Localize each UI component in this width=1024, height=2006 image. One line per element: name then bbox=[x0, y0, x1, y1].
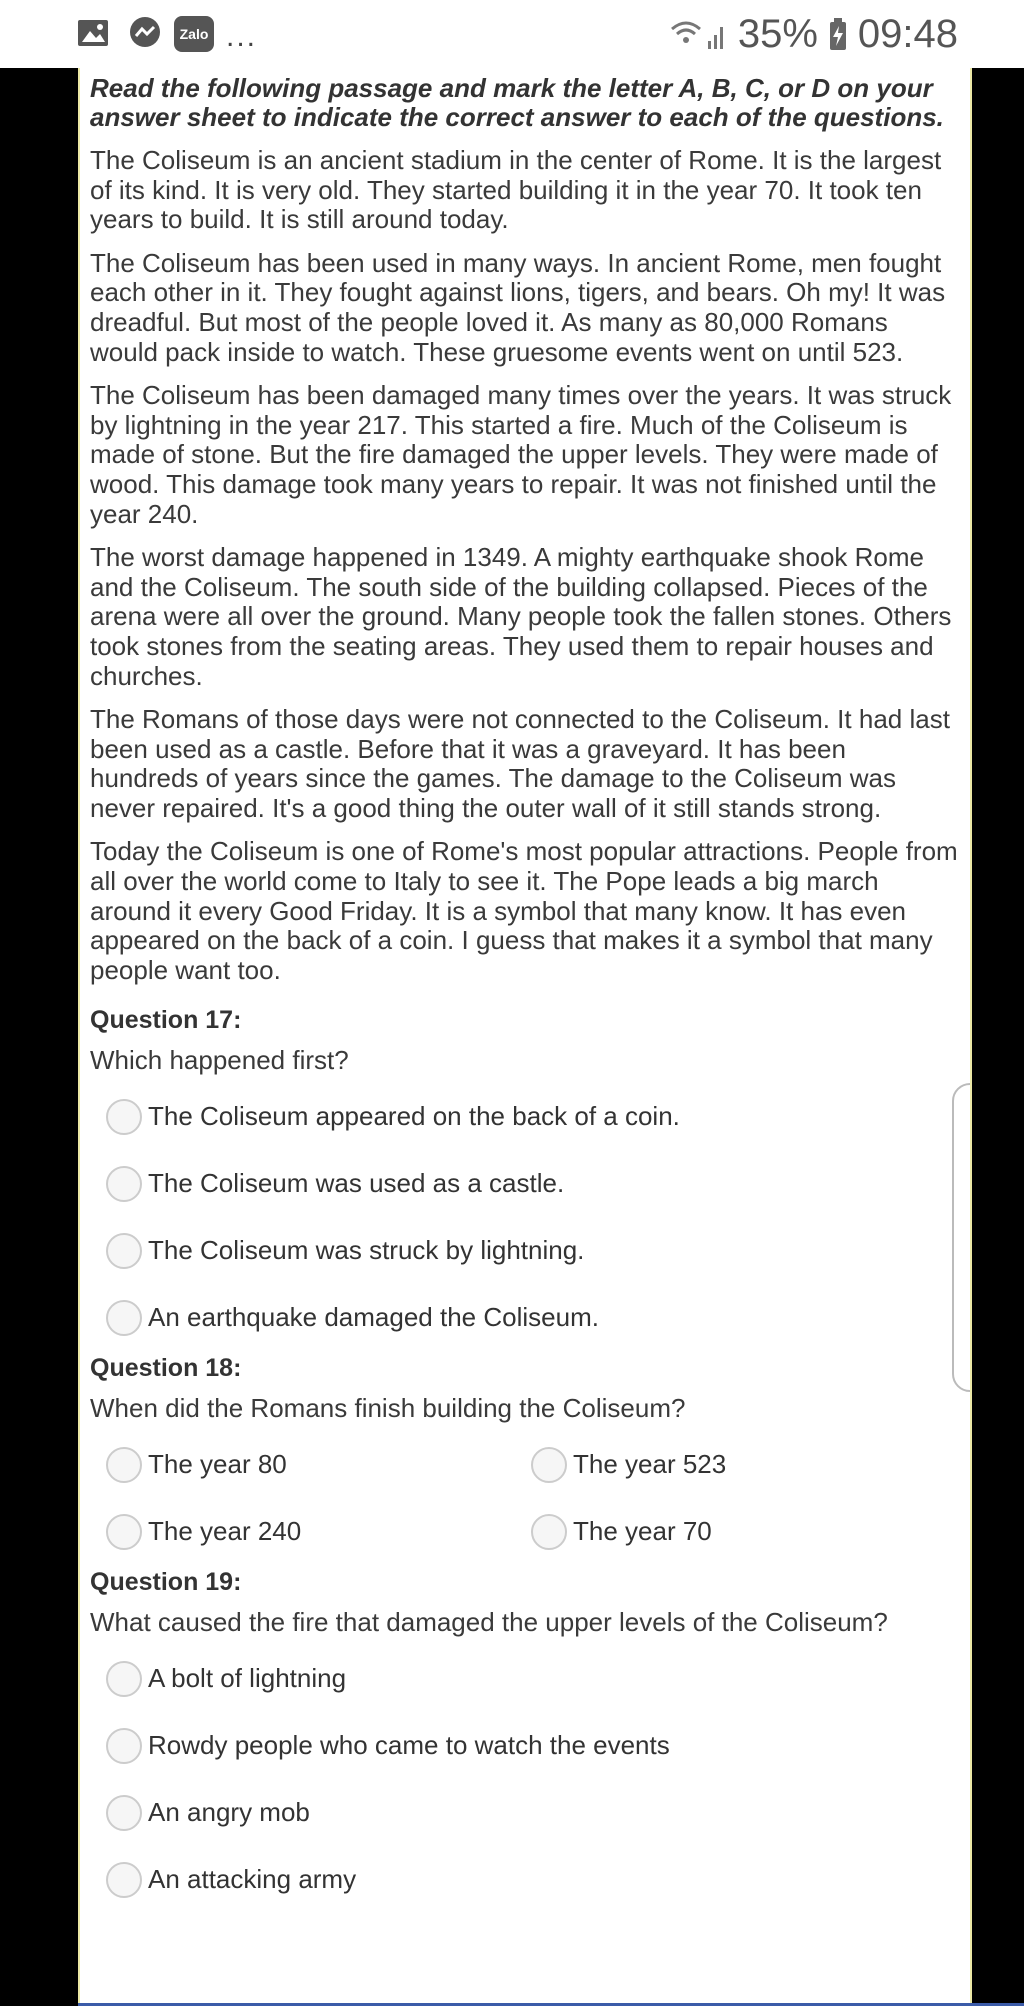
radio-button[interactable] bbox=[106, 1233, 142, 1269]
answer-option[interactable] bbox=[515, 1498, 940, 1565]
question-title: Question 18: bbox=[90, 1354, 242, 1383]
answer-option[interactable] bbox=[90, 1645, 960, 1712]
question-text: What caused the fire that damaged the upper levels of the Coliseum? bbox=[90, 1607, 888, 1638]
side-scroll-handle[interactable] bbox=[952, 1083, 972, 1392]
instruction-text: Read the following passage and mark the letter A, B, C, or D on your answer sheet to indicate the correct answer to each of the questions. bbox=[90, 73, 944, 132]
wifi-signal-icon bbox=[668, 17, 728, 53]
answer-options bbox=[90, 1645, 960, 1913]
messenger-icon bbox=[128, 16, 162, 50]
radio-button[interactable] bbox=[531, 1447, 567, 1483]
answer-option[interactable] bbox=[90, 1712, 960, 1779]
question-17 bbox=[90, 1005, 960, 1351]
option-label: Rowdy people who came to watch the events bbox=[148, 1730, 670, 1761]
answer-option[interactable] bbox=[90, 1498, 515, 1565]
more-notifications: ... bbox=[226, 20, 258, 53]
answer-option[interactable] bbox=[90, 1083, 960, 1150]
answer-options bbox=[90, 1083, 960, 1351]
answer-options bbox=[90, 1431, 960, 1565]
radio-button[interactable] bbox=[106, 1166, 142, 1202]
option-label: The year 70 bbox=[573, 1516, 712, 1547]
radio-button[interactable] bbox=[106, 1795, 142, 1831]
answer-option[interactable] bbox=[90, 1217, 960, 1284]
question-text: Which happened first? bbox=[90, 1045, 349, 1076]
answer-option[interactable] bbox=[90, 1284, 960, 1351]
option-label: The year 523 bbox=[573, 1449, 727, 1480]
status-right bbox=[668, 12, 958, 57]
quiz-content[interactable] bbox=[78, 68, 972, 2006]
answer-option[interactable] bbox=[515, 1431, 940, 1498]
question-text: When did the Romans finish building the Coliseum? bbox=[90, 1393, 686, 1424]
question-18 bbox=[90, 1353, 960, 1565]
passage-paragraph-4: The worst damage happened in 1349. A mighty earthquake shook Rome and the Coliseum. The south side of the building collapsed. Pieces of the arena were all over the ground. Many people took the fallen stones. Others took stones from the seating areas. They used them to repair houses and churches. bbox=[90, 542, 952, 691]
radio-button[interactable] bbox=[106, 1447, 142, 1483]
radio-button[interactable] bbox=[531, 1514, 567, 1550]
option-label: A bolt of lightning bbox=[148, 1663, 347, 1694]
option-label: The year 240 bbox=[148, 1516, 302, 1547]
radio-button[interactable] bbox=[106, 1514, 142, 1550]
option-label: The Coliseum was used as a castle. bbox=[148, 1168, 565, 1199]
passage-paragraph-6: Today the Coliseum is one of Rome's most popular attractions. People from all over the world come to Italy to see it. The Pope leads a big march around it every Good Friday. It is a symbol that many know. It has even appeared on the back of a coin. I guess that makes it a symbol that many people want too. bbox=[90, 836, 958, 985]
passage-paragraph-2: The Coliseum has been used in many ways. In ancient Rome, men fought each other in it. They fought against lions, tigers, and bears. Oh my! It was dreadful. But most of the people loved it. As many as 80,000 Romans would pack inside to watch. These gruesome events went on until 523. bbox=[90, 247, 946, 367]
answer-option[interactable] bbox=[90, 1150, 960, 1217]
status-bar bbox=[0, 0, 1024, 68]
option-label: An earthquake damaged the Coliseum. bbox=[148, 1302, 599, 1333]
passage-paragraph-3: The Coliseum has been damaged many times over the years. It was struck by lightning in the year 217. This started a fire. Much of the Coliseum is made of stone. But the fire damaged the upper levels. They were made of wood. This damage took many years to repair. It was not finished until the year 240. bbox=[90, 380, 952, 529]
radio-button[interactable] bbox=[106, 1099, 142, 1135]
option-label: The year 80 bbox=[148, 1449, 287, 1480]
passage-paragraph-1: The Coliseum is an ancient stadium in the center of Rome. It is the largest of its kind. It is very old. They started building it in the year 70. It took ten years to build. It is still around today. bbox=[90, 145, 942, 235]
question-title: Question 17: bbox=[90, 1006, 242, 1035]
answer-option[interactable] bbox=[90, 1431, 515, 1498]
image-icon bbox=[76, 16, 110, 50]
option-label: An attacking army bbox=[148, 1864, 357, 1895]
passage-paragraph-5: The Romans of those days were not connected to the Coliseum. It had last been used as a castle. Before that it was a graveyard. It has been hundreds of years since the games. The damage to the Coliseum was never repaired. It's a good thing the outer wall of it still stands strong. bbox=[90, 704, 950, 823]
radio-button[interactable] bbox=[106, 1300, 142, 1336]
radio-button[interactable] bbox=[106, 1862, 142, 1898]
answer-option[interactable] bbox=[90, 1846, 960, 1913]
option-label: The Coliseum appeared on the back of a coin. bbox=[148, 1101, 680, 1132]
battery-charging-icon bbox=[828, 18, 848, 52]
option-label: The Coliseum was struck by lightning. bbox=[148, 1235, 585, 1266]
answer-option[interactable] bbox=[90, 1779, 960, 1846]
question-title: Question 19: bbox=[90, 1568, 242, 1597]
battery-percent: 35% bbox=[737, 12, 818, 56]
radio-button[interactable] bbox=[106, 1661, 142, 1697]
clock: 09:48 bbox=[857, 12, 958, 56]
zalo-icon: Zalo bbox=[174, 16, 214, 52]
question-19 bbox=[90, 1567, 960, 1913]
option-label: An angry mob bbox=[148, 1797, 310, 1828]
radio-button[interactable] bbox=[106, 1728, 142, 1764]
